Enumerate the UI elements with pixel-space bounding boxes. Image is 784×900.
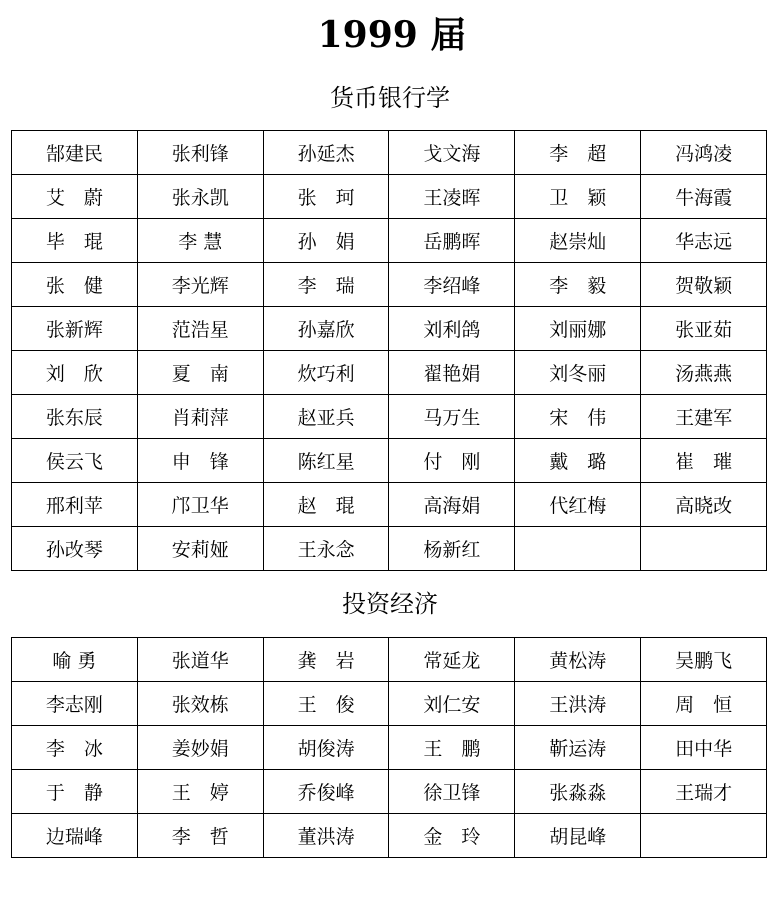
- name-cell: 姜妙娟: [137, 726, 263, 770]
- name-cell: 牛海霞: [641, 175, 767, 219]
- table-row: [12, 483, 767, 527]
- name-cell: 崔 璀: [641, 439, 767, 483]
- name-cell: 孙 娟: [263, 219, 389, 263]
- name-cell: 喻 勇: [12, 638, 138, 682]
- name-cell: 李 慧: [137, 219, 263, 263]
- name-cell: 张亚茹: [641, 307, 767, 351]
- table-row: [12, 395, 767, 439]
- name-cell: 刘冬丽: [515, 351, 641, 395]
- name-cell: 冯鸿凌: [641, 131, 767, 175]
- name-cell: 张 珂: [263, 175, 389, 219]
- name-cell: 贺敬颖: [641, 263, 767, 307]
- name-cell: 宋 伟: [515, 395, 641, 439]
- name-cell: 毕 琨: [12, 219, 138, 263]
- name-cell: 张淼淼: [515, 770, 641, 814]
- section-title-monetary-banking: 货币银行学: [330, 84, 450, 112]
- name-cell: 李绍峰: [389, 263, 515, 307]
- name-cell: 邝卫华: [137, 483, 263, 527]
- table-row: [12, 351, 767, 395]
- roster-table-investment-economics: [11, 637, 767, 858]
- name-cell: 于 静: [12, 770, 138, 814]
- name-cell: 常延龙: [389, 638, 515, 682]
- name-cell: 李 毅: [515, 263, 641, 307]
- name-cell: 李志刚: [12, 682, 138, 726]
- table-row: [12, 527, 767, 571]
- name-cell: 王 鹏: [389, 726, 515, 770]
- name-cell: 李 哲: [137, 814, 263, 858]
- name-cell: 岳鹏晖: [389, 219, 515, 263]
- name-cell: 李 冰: [12, 726, 138, 770]
- name-cell: 王建军: [641, 395, 767, 439]
- name-cell: 赵崇灿: [515, 219, 641, 263]
- name-cell: 夏 南: [137, 351, 263, 395]
- name-cell: 陈红星: [263, 439, 389, 483]
- name-cell: 张利锋: [137, 131, 263, 175]
- name-cell: 张永凯: [137, 175, 263, 219]
- table-row: [12, 175, 767, 219]
- table-row: [12, 682, 767, 726]
- name-cell: 乔俊峰: [263, 770, 389, 814]
- table-row: [12, 219, 767, 263]
- name-cell: 高海娟: [389, 483, 515, 527]
- name-cell: 王 婷: [137, 770, 263, 814]
- name-cell: 黄松涛: [515, 638, 641, 682]
- table-row: [12, 131, 767, 175]
- name-cell: 孙改琴: [12, 527, 138, 571]
- name-cell: 王永念: [263, 527, 389, 571]
- name-cell: 侯云飞: [12, 439, 138, 483]
- name-cell: 李光辉: [137, 263, 263, 307]
- name-cell: 张道华: [137, 638, 263, 682]
- name-cell: 王洪涛: [515, 682, 641, 726]
- name-cell: [515, 527, 641, 571]
- name-cell: 刘仁安: [389, 682, 515, 726]
- name-cell: 徐卫锋: [389, 770, 515, 814]
- roster-table-monetary-banking: [11, 130, 767, 571]
- name-cell: 王 俊: [263, 682, 389, 726]
- name-cell: 王瑞才: [641, 770, 767, 814]
- name-cell: 刘利鸽: [389, 307, 515, 351]
- name-cell: 刘 欣: [12, 351, 138, 395]
- name-cell: 张效栋: [137, 682, 263, 726]
- name-cell: 马万生: [389, 395, 515, 439]
- name-cell: 戈文海: [389, 131, 515, 175]
- name-cell: 华志远: [641, 219, 767, 263]
- name-cell: 董洪涛: [263, 814, 389, 858]
- name-cell: [641, 814, 767, 858]
- name-cell: 范浩星: [137, 307, 263, 351]
- table-row: [12, 638, 767, 682]
- name-cell: 胡昆峰: [515, 814, 641, 858]
- name-cell: 张新辉: [12, 307, 138, 351]
- name-cell: 申 锋: [137, 439, 263, 483]
- name-cell: 翟艳娟: [389, 351, 515, 395]
- name-cell: 龚 岩: [263, 638, 389, 682]
- name-cell: 炊巧利: [263, 351, 389, 395]
- table-row: [12, 439, 767, 483]
- name-cell: 张 健: [12, 263, 138, 307]
- name-cell: 吴鹏飞: [641, 638, 767, 682]
- name-cell: 胡俊涛: [263, 726, 389, 770]
- name-cell: 邢利苹: [12, 483, 138, 527]
- name-cell: 代红梅: [515, 483, 641, 527]
- name-cell: 周 恒: [641, 682, 767, 726]
- name-cell: 王凌晖: [389, 175, 515, 219]
- name-cell: 杨新红: [389, 527, 515, 571]
- name-cell: 赵 琨: [263, 483, 389, 527]
- table-row: [12, 263, 767, 307]
- name-cell: [641, 527, 767, 571]
- name-cell: 张东辰: [12, 395, 138, 439]
- table-row: [12, 726, 767, 770]
- page-title: 1999 届: [317, 14, 467, 56]
- name-cell: 肖莉萍: [137, 395, 263, 439]
- name-cell: 汤燕燕: [641, 351, 767, 395]
- table-row: [12, 770, 767, 814]
- name-cell: 刘丽娜: [515, 307, 641, 351]
- name-cell: 赵亚兵: [263, 395, 389, 439]
- name-cell: 卫 颖: [515, 175, 641, 219]
- name-cell: 戴 璐: [515, 439, 641, 483]
- name-cell: 高晓改: [641, 483, 767, 527]
- name-cell: 艾 蔚: [12, 175, 138, 219]
- section-title-investment-economics: 投资经济: [342, 590, 438, 618]
- name-cell: 金 玲: [389, 814, 515, 858]
- name-cell: 边瑞峰: [12, 814, 138, 858]
- name-cell: 郜建民: [12, 131, 138, 175]
- name-cell: 李 超: [515, 131, 641, 175]
- name-cell: 付 刚: [389, 439, 515, 483]
- name-cell: 田中华: [641, 726, 767, 770]
- name-cell: 孙延杰: [263, 131, 389, 175]
- name-cell: 靳运涛: [515, 726, 641, 770]
- name-cell: 李 瑞: [263, 263, 389, 307]
- name-cell: 孙嘉欣: [263, 307, 389, 351]
- table-row: [12, 814, 767, 858]
- table-row: [12, 307, 767, 351]
- name-cell: 安莉娅: [137, 527, 263, 571]
